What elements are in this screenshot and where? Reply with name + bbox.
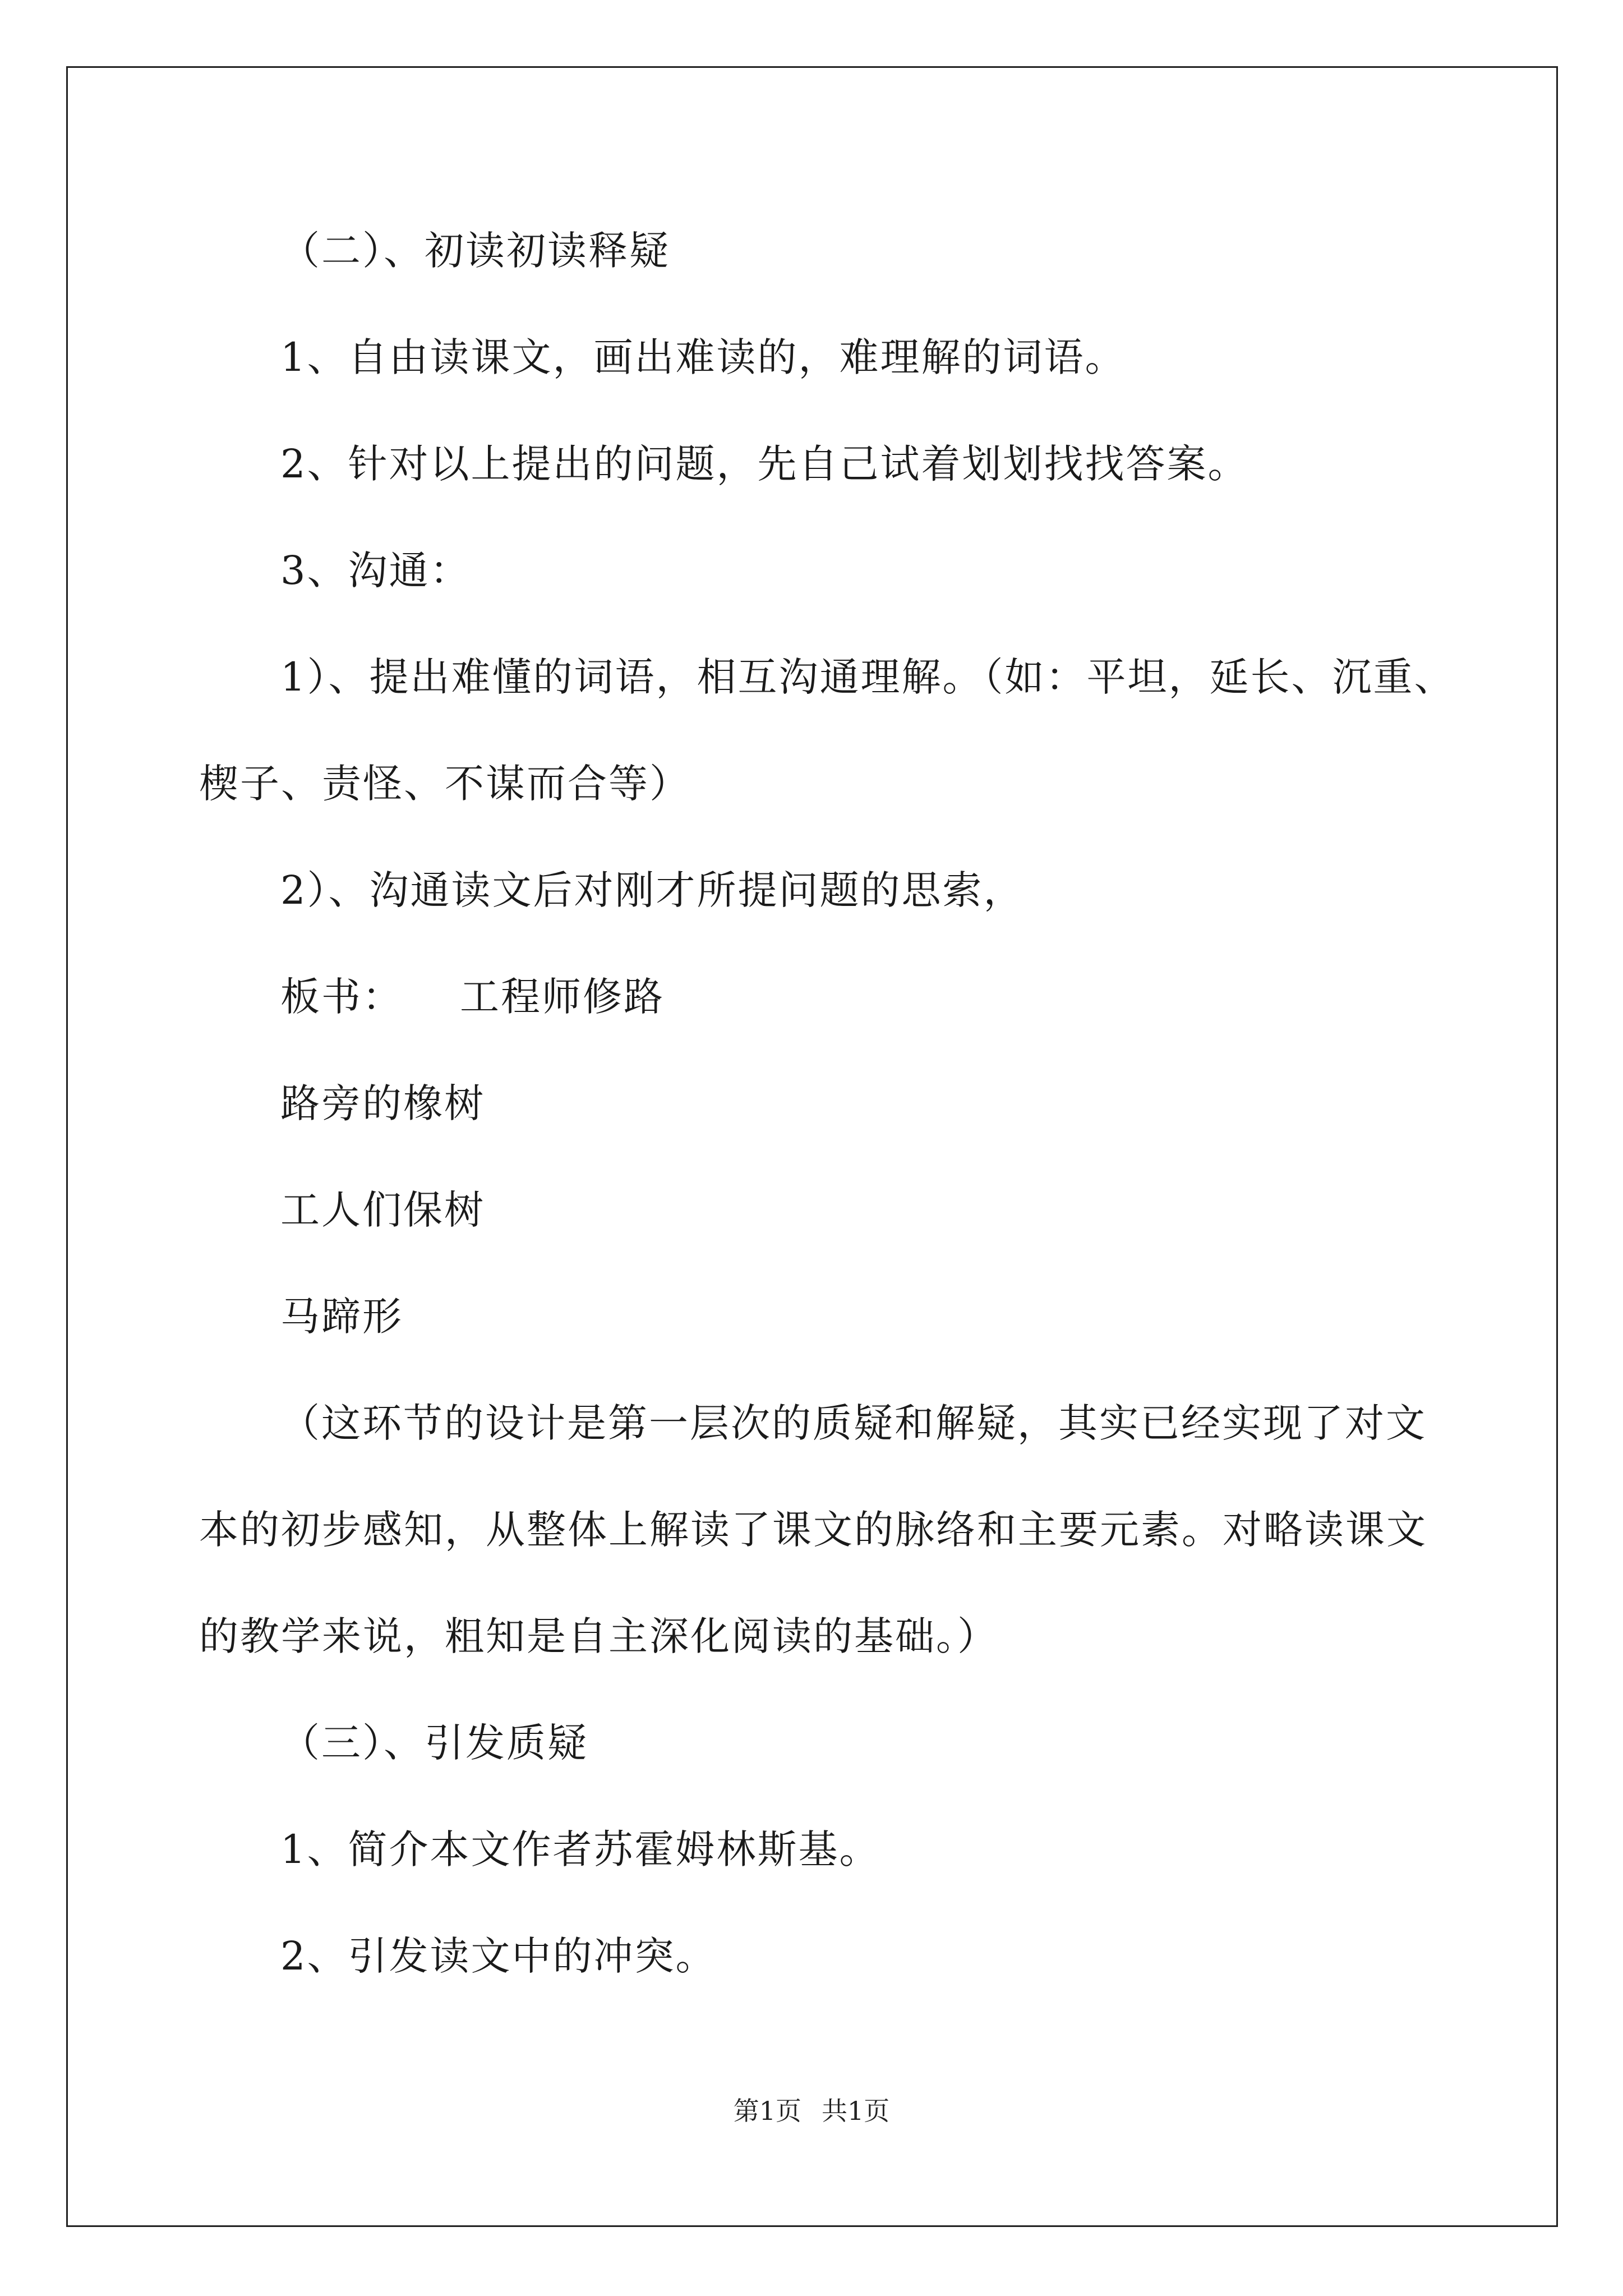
paragraph-5: 2）、沟通读文后对刚才所提问题的思索， bbox=[280, 867, 1025, 913]
paragraph-7: 2、引发读文中的冲突。 bbox=[280, 1933, 717, 1979]
design-note-line-1: （这环节的设计是第一层次的质疑和解疑，其实已经实现了对文 bbox=[280, 1400, 1427, 1446]
blackboard-title: 板书： 工程师修路 bbox=[280, 974, 665, 1020]
page-border bbox=[66, 66, 1558, 2227]
design-note-line-3: 的教学来说，粗知是自主深化阅读的基础。） bbox=[199, 1613, 998, 1659]
paragraph-6: 1、简介本文作者苏霍姆林斯基。 bbox=[280, 1826, 880, 1872]
paragraph-3: 3、沟通： bbox=[280, 547, 471, 593]
paragraph-1: 1、自由读课文，画出难读的，难理解的词语。 bbox=[280, 334, 1126, 380]
blackboard-item-2: 工人们保树 bbox=[280, 1187, 485, 1233]
page-number-current: 第1页 bbox=[733, 2096, 801, 2126]
paragraph-4-line-1: 1）、提出难懂的词语，相互沟通理解。（如：平坦，延长、沉重、 bbox=[280, 654, 1455, 700]
paragraph-4-line-2: 楔子、责怪、不谋而合等） bbox=[199, 761, 690, 807]
page-number-total: 共1页 bbox=[822, 2096, 890, 2126]
blackboard-item-3: 马蹄形 bbox=[280, 1294, 403, 1340]
heading-section-3: （三）、引发质疑 bbox=[280, 1720, 588, 1766]
design-note-line-2: 本的初步感知，从整体上解读了课文的脉络和主要元素。对略读课文 bbox=[199, 1507, 1427, 1553]
paragraph-2: 2、针对以上提出的问题，先自己试着划划找找答案。 bbox=[280, 441, 1249, 487]
heading-section-2: （二）、初读初读释疑 bbox=[280, 228, 670, 274]
page-footer bbox=[0, 2094, 1623, 2128]
blackboard-item-1: 路旁的橡树 bbox=[280, 1080, 485, 1126]
